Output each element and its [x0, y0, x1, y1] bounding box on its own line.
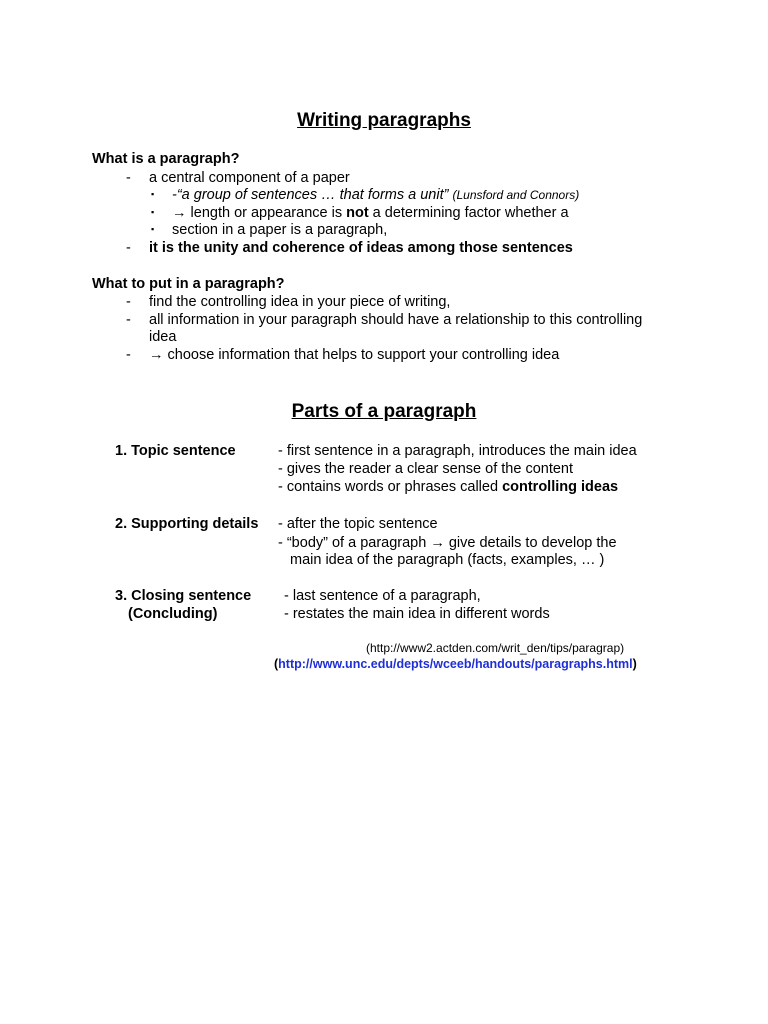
list-dash: -	[126, 240, 131, 256]
citation: (Lunsford and Connors)	[452, 188, 580, 202]
source-reference: (http://www2.actden.com/writ_den/tips/paragrap)	[366, 641, 625, 655]
part-label-concluding: (Concluding)	[128, 606, 218, 622]
part-line: - restates the main idea in different words	[284, 606, 550, 622]
list-item: all information in your paragraph should have a relationship to this controlling	[149, 312, 643, 328]
list-item: find the controlling idea in your piece of writing,	[149, 294, 451, 310]
quote-text: -“a group of sentences … that forms a unit”	[172, 187, 449, 203]
part-label-topic: 1. Topic sentence	[115, 443, 236, 459]
section-heading-what-is: What is a paragraph?	[92, 151, 240, 167]
bullet-icon: ▪	[151, 189, 155, 199]
parts-title: Parts of a paragraph	[291, 401, 477, 422]
list-item: → choose information that helps to support your controlling idea	[149, 347, 560, 363]
list-item: it is the unity and coherence of ideas among those sentences	[149, 240, 573, 256]
part-line: - last sentence of a paragraph,	[284, 588, 481, 604]
list-subitem: section in a paper is a paragraph,	[172, 222, 388, 238]
list-dash: -	[126, 170, 131, 186]
section-heading-what-to-put: What to put in a paragraph?	[92, 276, 285, 292]
part-label-supporting: 2. Supporting details	[115, 516, 259, 532]
page-title: Writing paragraphs	[297, 110, 471, 131]
part-line: - contains words or phrases called controlling ideas	[278, 479, 619, 495]
list-item: a central component of a paper	[149, 170, 350, 186]
bullet-icon: ▪	[151, 207, 155, 217]
list-dash: -	[126, 347, 131, 363]
part-line: - gives the reader a clear sense of the content	[278, 461, 574, 477]
list-subitem	[172, 187, 579, 204]
part-line: - first sentence in a paragraph, introduces the main idea	[278, 443, 637, 459]
list-item-cont: idea	[149, 329, 177, 345]
list-subitem: → length or appearance is not a determining factor whether a	[172, 205, 569, 221]
part-line: main idea of the paragraph (facts, examples, … )	[290, 552, 605, 568]
source-link-line: (http://www.unc.edu/depts/wceeb/handouts/paragraphs.html)	[274, 657, 637, 671]
part-line: - after the topic sentence	[278, 516, 438, 532]
list-dash: -	[126, 294, 131, 310]
part-label-closing: 3. Closing sentence	[115, 588, 252, 604]
part-line: - “body” of a paragraph → give details to develop the	[278, 535, 617, 551]
bullet-icon: ▪	[151, 224, 155, 234]
list-dash: -	[126, 312, 131, 328]
source-link[interactable]: http://www.unc.edu/depts/wceeb/handouts/paragraphs.html	[278, 657, 633, 671]
